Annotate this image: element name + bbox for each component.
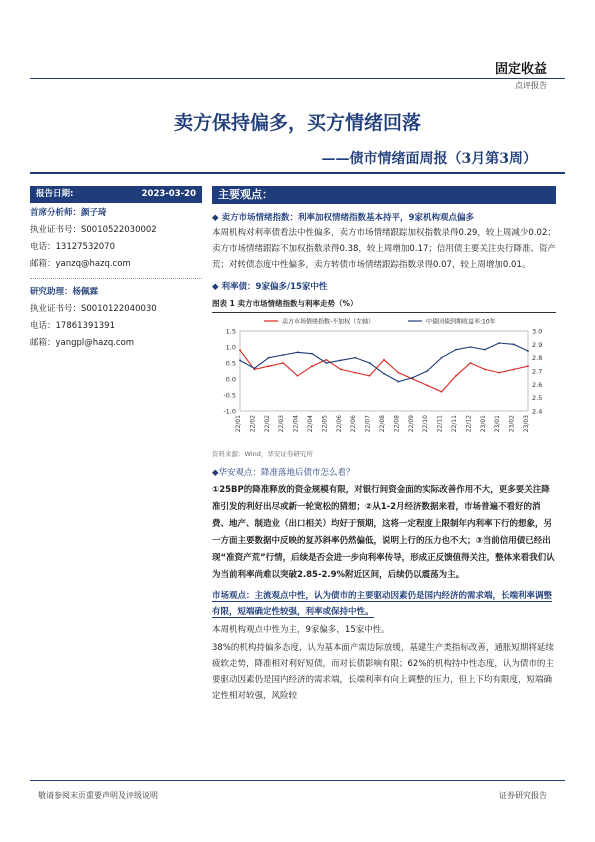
y-left-tick-label: 0.5 — [225, 359, 236, 368]
x-tick-label: 22/08 — [393, 415, 401, 433]
section-header: 主要观点： — [212, 186, 556, 204]
series-point-1 — [239, 359, 241, 361]
x-tick-label: 22/10 — [422, 415, 430, 433]
series-point-1 — [282, 354, 284, 356]
report-date-bar — [30, 186, 202, 203]
series-point-1 — [513, 343, 515, 345]
legend-label: 中债国债到期收益率:10年 — [426, 318, 496, 326]
series-point-1 — [326, 362, 328, 364]
author-separator — [30, 278, 202, 279]
y-right-tick-label: 2.7 — [532, 367, 543, 376]
x-tick-label: 22/06 — [335, 415, 343, 433]
x-tick-label: 23/03 — [523, 415, 530, 433]
y-right-tick-label: 2.8 — [532, 354, 543, 363]
x-tick-label: 23/01 — [479, 415, 487, 433]
sentiment-rate-chart — [212, 313, 556, 443]
series-point-0 — [484, 369, 486, 371]
series-point-1 — [426, 370, 428, 372]
y-left-tick-label: 1.5 — [225, 327, 236, 336]
y-right-tick-label: 3.0 — [532, 327, 543, 336]
y-left-tick-label: 0.0 — [225, 375, 236, 384]
series-point-0 — [383, 359, 385, 361]
y-left-tick-label: 1.0 — [225, 343, 236, 352]
assistant-phone: 电话：17861391391 — [30, 321, 115, 331]
series-point-1 — [498, 342, 500, 344]
report-subtag: 点评报告 — [515, 81, 547, 90]
x-tick-label: 22/01 — [235, 415, 242, 433]
x-tick-label: 22/11 — [451, 415, 458, 433]
assistant-name: 研究助理：杨佩霖 — [30, 287, 99, 297]
analyst-phone: 电话：13127532070 — [30, 242, 115, 252]
series-point-1 — [268, 357, 270, 359]
series-point-0 — [311, 365, 313, 367]
x-tick-label: 22/03 — [278, 415, 286, 433]
diamond-icon: ◆ — [212, 213, 219, 223]
paragraph-huaan-view: ①25BP的降准释放的资金规模有限，对银行间资金面的实际改善作用不大，更多要关注降准引发的利好出尽或新一轮宽松的猜想；②从1-2月经济数据来看，市场普遍不看好的消费、地产、制造业（出口相关）均好于预期，这将一定程度上限制年内利率下行的想象，另一方面主要数据中反映的复苏斜率仍然偏低，说明上行的压力也不大；③当前信用债已经出现“准资产荒”行情，后续是否会进一步向利率传导，形成正反馈值得关注，整体来看我们认为当前利率尚难以突破2.85-2.9%附近区间，后续仍以震荡为主。 — [212, 485, 555, 580]
analyst-name: 首席分析师：颜子琦 — [30, 208, 107, 218]
series-point-0 — [268, 365, 270, 367]
bullet-huaan-view — [212, 466, 556, 478]
title-divider — [30, 172, 565, 174]
y-right-tick-label: 2.5 — [532, 394, 543, 403]
x-tick-label: 22/02 — [263, 415, 271, 433]
bullet-rate-bonds — [212, 280, 556, 292]
y-right-tick-label: 2.4 — [532, 407, 543, 416]
x-tick-label: 22/11 — [436, 415, 444, 433]
series-point-0 — [282, 362, 284, 364]
x-tick-label: 23/02 — [508, 415, 516, 433]
series-point-0 — [498, 372, 500, 374]
series-point-0 — [527, 365, 529, 367]
page-subtitle: ——债市情绪面周报（3月第3周） — [321, 151, 537, 167]
series-point-0 — [455, 375, 457, 377]
series-point-0 — [513, 369, 515, 371]
series-point-1 — [470, 346, 472, 348]
series-point-0 — [426, 385, 428, 387]
series-point-1 — [484, 349, 486, 351]
series-point-0 — [326, 359, 328, 361]
x-tick-label: 22/02 — [249, 415, 257, 433]
plot-frame — [240, 331, 528, 411]
bullet-text: 华安观点：降准落地后债市怎么看？ — [218, 468, 355, 478]
figure-title: 图表 1 卖方市场情绪指数与利率走势（%） — [212, 298, 556, 313]
bullet-text: 利率债：9家偏多/15家中性 — [221, 282, 328, 292]
x-tick-label: 22/12 — [465, 415, 473, 433]
report-tag: 固定收益 — [494, 62, 547, 77]
series-point-0 — [239, 349, 241, 351]
footer-divider — [30, 780, 565, 781]
series-point-1 — [441, 357, 443, 359]
paragraph-summary: 本周机构观点中性为主，9家偏多，15家中性。 — [212, 625, 390, 635]
legend-label: 卖方市场情绪指数-不加权（左轴） — [282, 318, 375, 326]
x-tick-label: 22/06 — [350, 415, 358, 433]
assistant-email[interactable]: 邮箱：yangpl@hazq.com — [30, 338, 135, 348]
paragraph-detail: 38%的机构持偏多态度，认为基本面产需边际放缓，基建生产类指标改善，通胀短期将延续疲软走势，降准相对利好短债，而对长债影响有限；62%的机构持中性态度，认为债市的主要驱动因素仍是国内经济的需求端，长端利率有向上调整的压力，但上下均有限度，短端确定性相对较强，风险较 — [212, 643, 554, 701]
y-right-tick-label: 2.9 — [532, 340, 543, 349]
y-left-tick-label: -1.0 — [223, 407, 236, 416]
report-date: 2023-03-20 — [141, 189, 196, 199]
series-point-1 — [398, 381, 400, 383]
y-right-tick-label: 2.6 — [532, 380, 543, 389]
x-tick-label: 22/09 — [407, 415, 415, 433]
date-label: 报告日期: — [36, 189, 74, 199]
series-point-0 — [354, 372, 356, 374]
y-left-tick-label: -0.5 — [223, 391, 236, 400]
footer-report-type: 证券研究报告 — [499, 791, 547, 800]
series-point-0 — [441, 391, 443, 393]
page-title: 卖方保持偏多，买方情绪回落 — [173, 112, 421, 134]
analyst-email[interactable]: 邮箱：yanzq@hazq.com — [30, 259, 131, 269]
paragraph-sentiment: 本周机构对利率债看法中性偏多，卖方市场情绪跟踪加权指数录得0.29，较上周减少0.02；卖方市场情绪跟踪不加权指数录得0.38，较上周增加0.17；信用债主要关注央行降准、资产荒；对转债态度中性偏多，卖方转债市场情绪跟踪指数录得0.07，较上周增加0.01。 — [212, 228, 556, 270]
series-point-1 — [297, 351, 299, 353]
series-line-0 — [240, 350, 528, 392]
figure-source: 资料来源：Wind，华安证券研究所 — [212, 450, 313, 458]
series-point-1 — [527, 350, 529, 352]
series-point-0 — [369, 375, 371, 377]
x-tick-label: 23/01 — [494, 415, 502, 433]
market-view-text: 市场观点：主流观点中性，认为债市的主要驱动因素仍是国内经济的需求端，长端利率调整有限，短端确定性较强，利率或保持中性。 — [212, 591, 553, 617]
series-point-1 — [383, 373, 385, 375]
series-point-0 — [340, 369, 342, 371]
x-tick-label: 22/07 — [364, 415, 372, 433]
x-tick-label: 22/04 — [292, 415, 300, 433]
series-point-1 — [369, 362, 371, 364]
main-content — [212, 186, 556, 704]
author-panel — [30, 186, 202, 352]
bullet-text: 卖方市场情绪指数：利率加权情绪指数基本持平，9家机构观点偏多 — [221, 213, 474, 223]
top-divider — [30, 78, 565, 79]
series-point-1 — [354, 357, 356, 359]
paragraph-market-view — [212, 588, 556, 620]
x-tick-label: 22/05 — [321, 415, 329, 433]
series-point-1 — [340, 359, 342, 361]
series-point-0 — [398, 372, 400, 374]
diamond-icon: ◆ — [212, 282, 219, 292]
bullet-sentiment-index — [212, 211, 556, 223]
analyst-cert: 执业证书号：S0010522030002 — [30, 225, 157, 235]
series-point-1 — [455, 349, 457, 351]
assistant-cert: 执业证书号：S0010122040030 — [30, 304, 157, 314]
series-point-0 — [297, 375, 299, 377]
series-point-1 — [254, 367, 256, 369]
series-point-0 — [470, 362, 472, 364]
series-point-1 — [412, 377, 414, 379]
diamond-icon: ◆ — [212, 468, 219, 478]
series-point-1 — [311, 353, 313, 355]
footer-disclaimer: 敬请参阅末页重要声明及评级说明 — [38, 791, 158, 800]
x-tick-label: 22/08 — [379, 415, 386, 433]
x-tick-label: 22/04 — [307, 415, 314, 433]
